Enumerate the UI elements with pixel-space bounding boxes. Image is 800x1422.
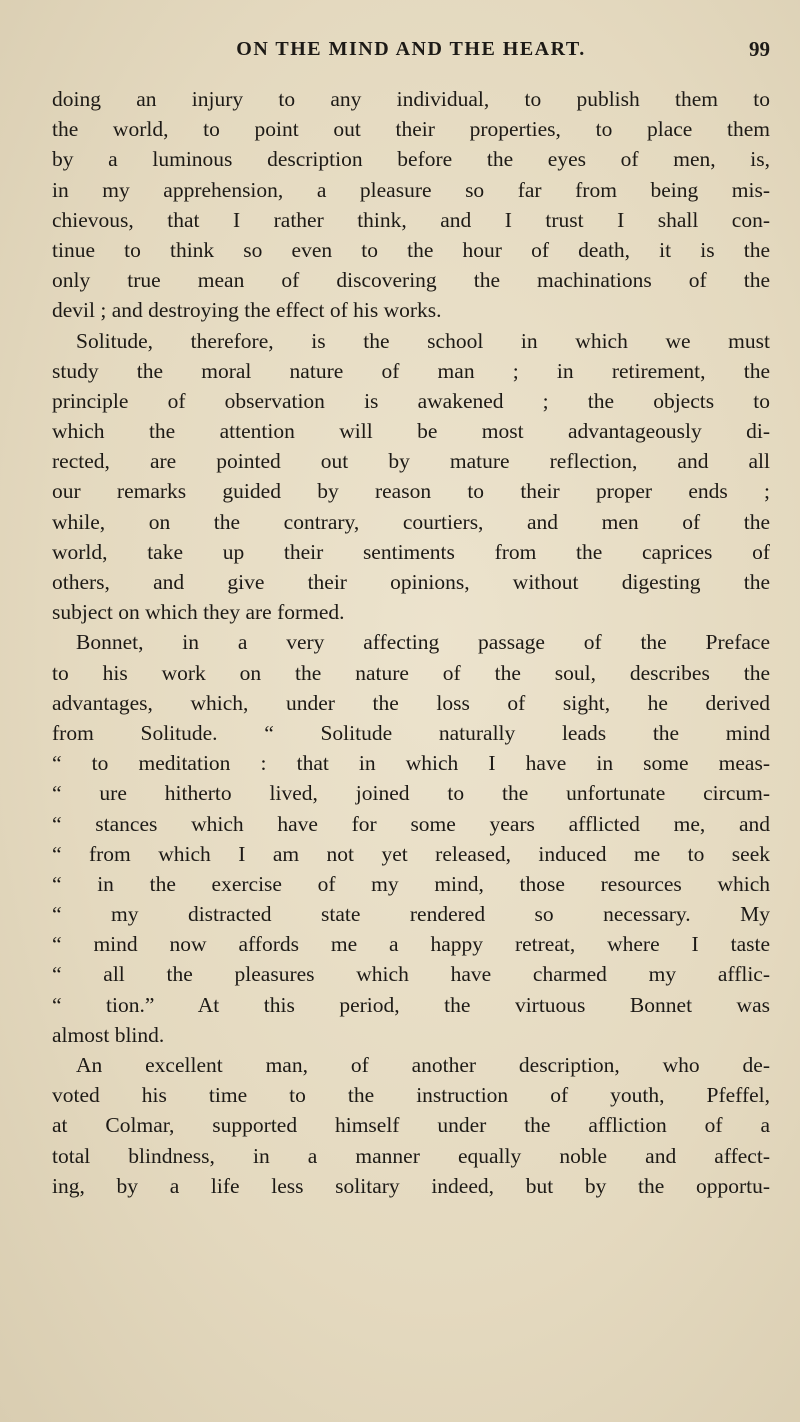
text-line: which the attention will be most advantageously di- bbox=[52, 419, 770, 444]
text-line: doing an injury to any individual, to publish them to bbox=[52, 87, 770, 111]
text-line: chievous, that I rather think, and I trust I shall con- bbox=[52, 207, 770, 232]
running-head bbox=[52, 32, 770, 66]
text-line: Solitude, therefore, is the school in which we must bbox=[76, 328, 770, 353]
running-title: ON THE MIND AND THE HEART. bbox=[236, 38, 586, 60]
text-line: at Colmar, supported himself under the affliction of a bbox=[52, 1113, 770, 1138]
text-line: “ to meditation : that in which I have in some meas- bbox=[52, 751, 770, 776]
text-line: subject on which they are formed. bbox=[52, 600, 345, 625]
text-line: to his work on the nature of the soul, describes the bbox=[52, 660, 770, 685]
text-line: in my apprehension, a pleasure so far from being mis- bbox=[52, 177, 770, 202]
text-line: “ ure hitherto lived, joined to the unfortunate circum- bbox=[52, 781, 770, 806]
text-line: principle of observation is awakened ; the objects to bbox=[52, 388, 770, 413]
text-line: Bonnet, in a very affecting passage of the Preface bbox=[76, 630, 770, 655]
text-line: study the moral nature of man ; in retirement, the bbox=[52, 358, 770, 383]
text-line: “ tion.” At this period, the virtuous Bonnet was bbox=[52, 992, 770, 1017]
page-number: 99 bbox=[749, 37, 770, 61]
text-line: world, take up their sentiments from the caprices of bbox=[52, 539, 770, 564]
text-line: “ mind now affords me a happy retreat, where I taste bbox=[52, 932, 770, 957]
text-line: by a luminous description before the eyes of men, is, bbox=[52, 147, 770, 172]
text-line: total blindness, in a manner equally noble and affect- bbox=[52, 1143, 770, 1168]
text-line: our remarks guided by reason to their proper ends ; bbox=[52, 479, 770, 504]
text-line: while, on the contrary, courtiers, and men of the bbox=[52, 509, 770, 534]
text-line: tinue to think so even to the hour of death, it is the bbox=[52, 237, 770, 262]
text-line: rected, are pointed out by mature reflection, and all bbox=[52, 449, 770, 474]
text-line: advantages, which, under the loss of sight, he derived bbox=[52, 690, 770, 715]
text-line: “ my distracted state rendered so necessary. My bbox=[52, 902, 770, 927]
text-line: “ from which I am not yet released, induced me to seek bbox=[52, 841, 770, 866]
text-line: devil ; and destroying the effect of his works. bbox=[52, 298, 442, 323]
text-line: An excellent man, of another description, who de- bbox=[76, 1053, 770, 1077]
text-line: ing, by a life less solitary indeed, but by the opportu- bbox=[52, 1173, 770, 1198]
text-line: voted his time to the instruction of youth, Pfeffel, bbox=[52, 1083, 770, 1108]
text-line: the world, to point out their properties, to place them bbox=[52, 117, 770, 142]
text-line: from Solitude. “ Solitude naturally leads the mind bbox=[52, 720, 770, 745]
text-line: almost blind. bbox=[52, 1022, 165, 1047]
body-text bbox=[52, 84, 770, 1201]
text-line: “ all the pleasures which have charmed my afflic- bbox=[52, 962, 770, 987]
text-line: “ in the exercise of my mind, those resources which bbox=[52, 871, 770, 896]
text-line: only true mean of discovering the machinations of the bbox=[52, 268, 770, 293]
text-line: others, and give their opinions, without digesting the bbox=[52, 570, 770, 594]
text-line: “ stances which have for some years afflicted me, and bbox=[52, 811, 770, 836]
